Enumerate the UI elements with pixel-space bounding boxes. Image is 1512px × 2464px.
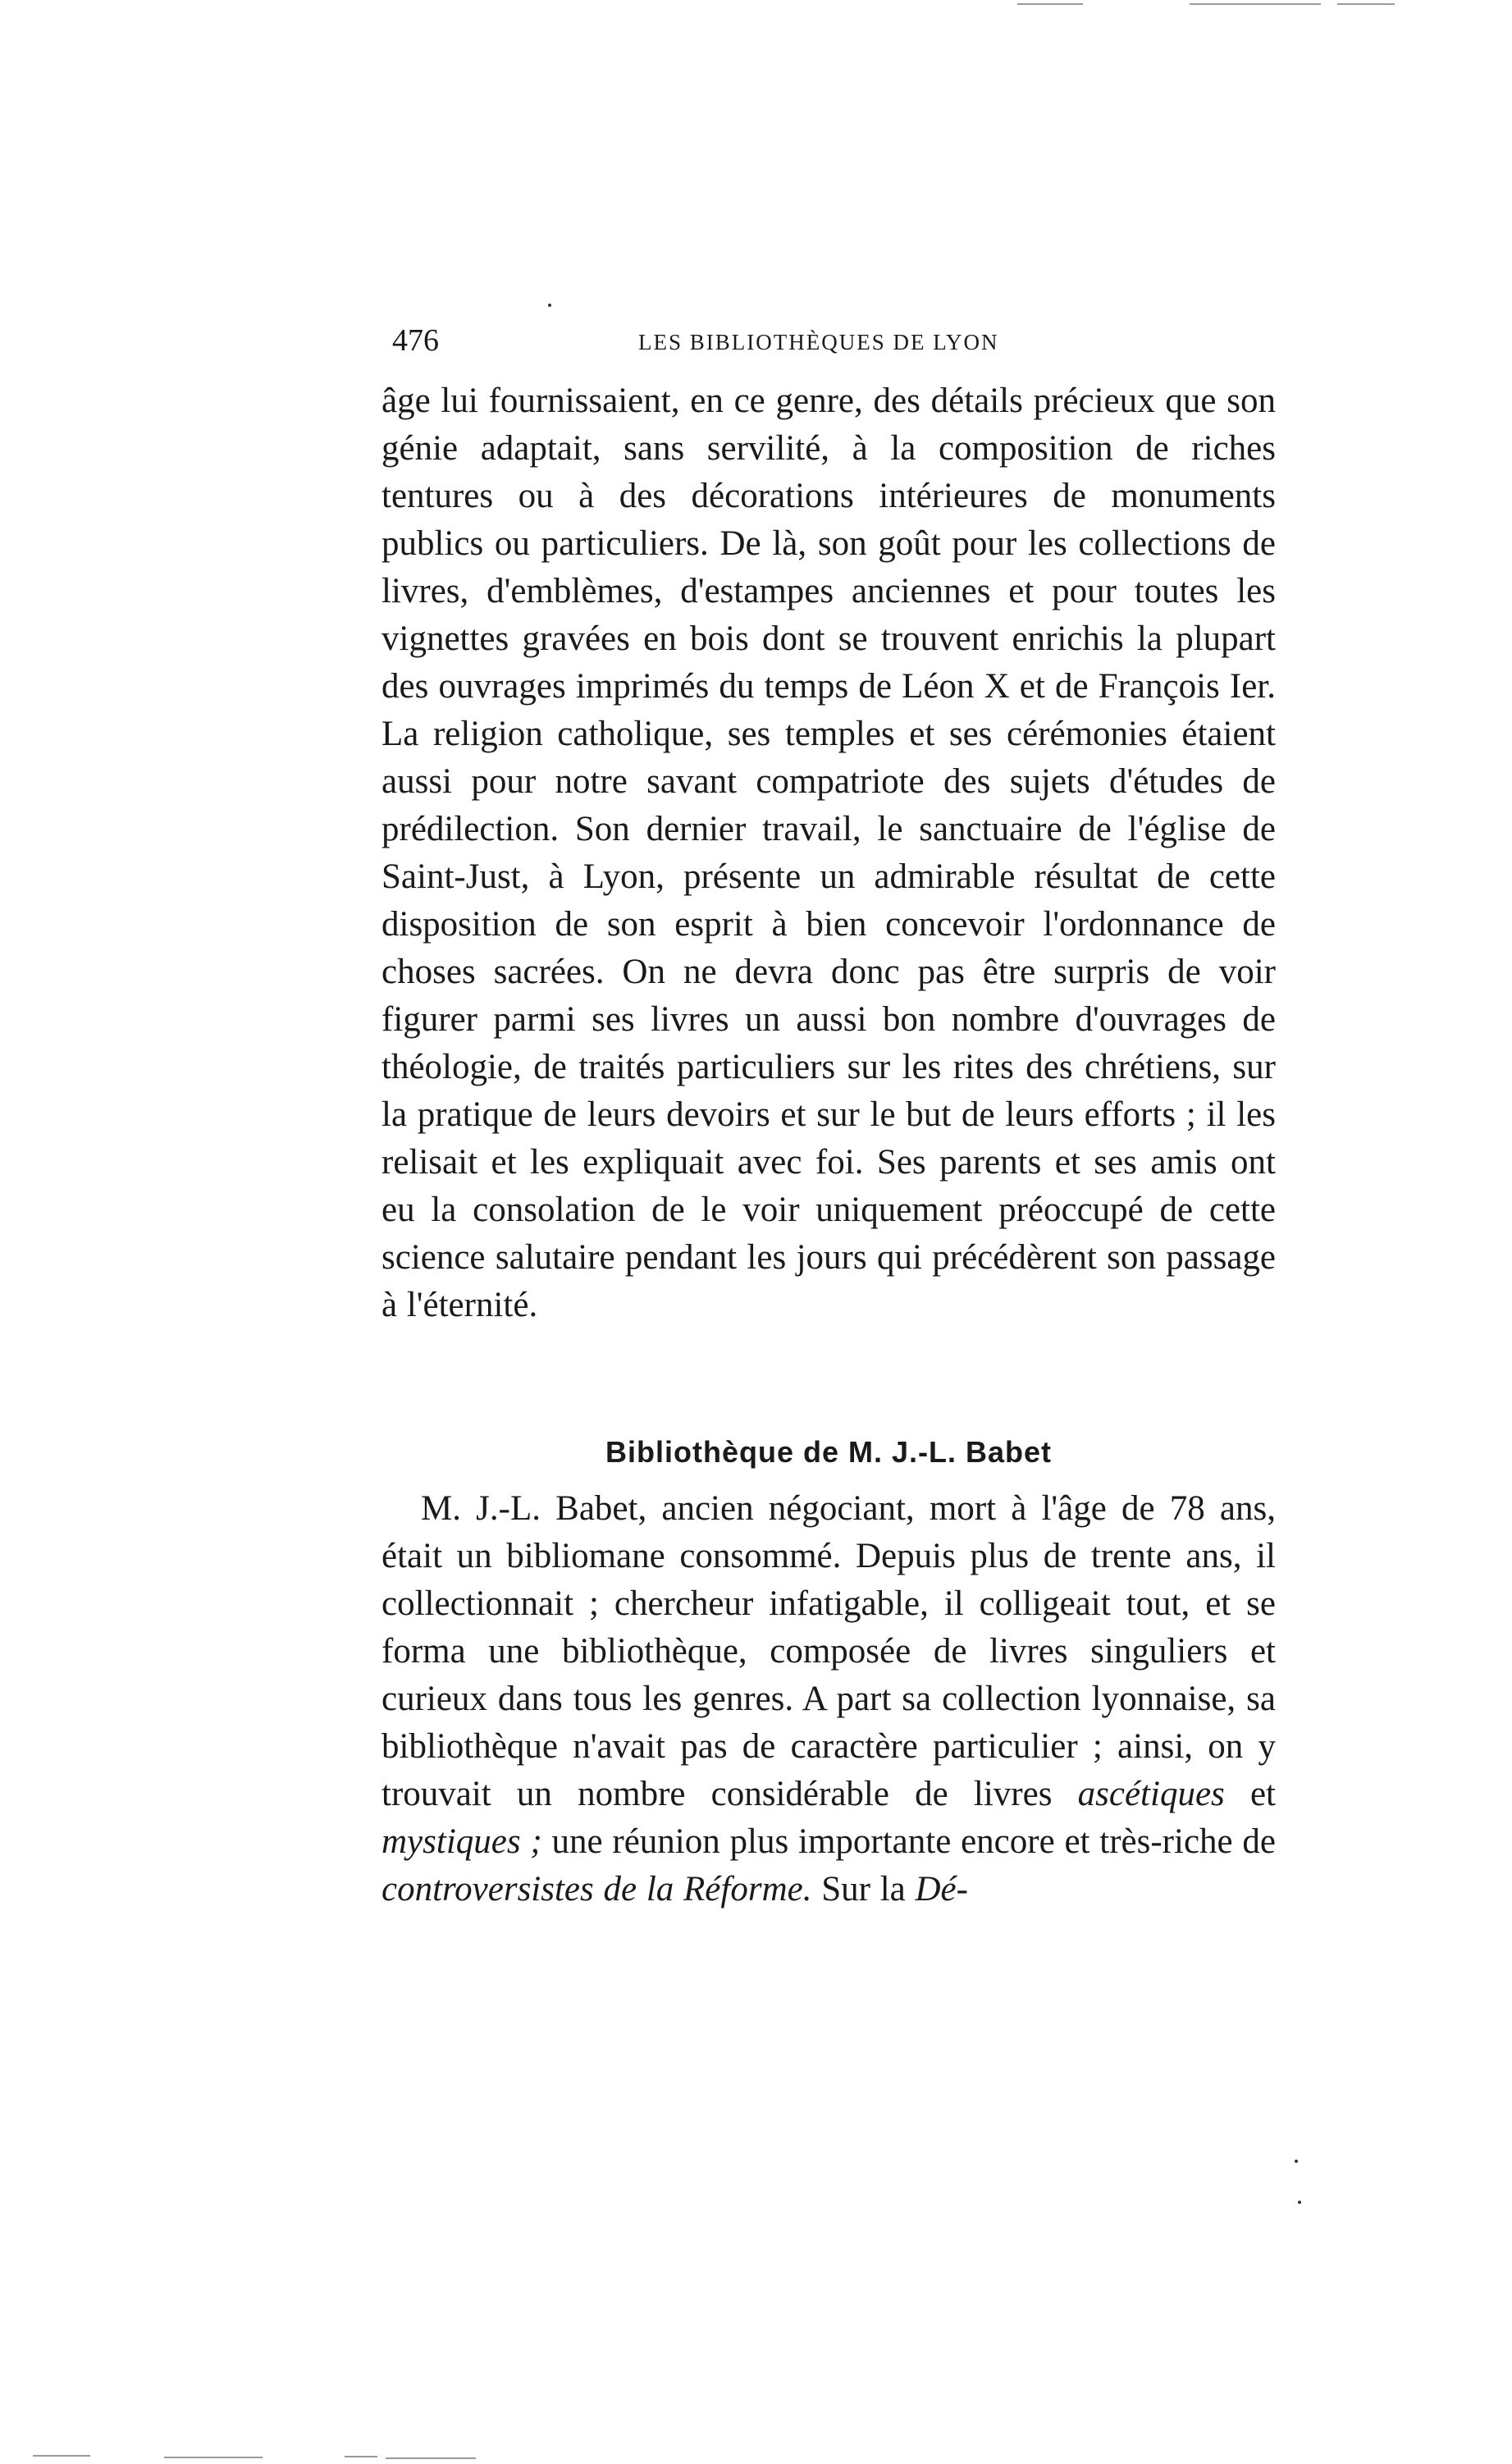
scan-edge-mark-top <box>1337 3 1395 5</box>
running-head <box>392 320 1286 361</box>
paragraph-text: âge lui fournissaient, en ce genre, des détails précieux que son génie adaptait, sans servilité, à la composition de riches tentures ou à des décorations intérieures de monuments publics ou particuliers. De là, son goût pour les collections de livres, d'emblèmes, d'estampes anciennes et pour toutes les vignettes gravées en bois dont se trouvent enrichis la plupart des ouvrages imprimés du temps de Léon X et de François Ier. La religion catholique, ses temples et ses cérémonies étaient aussi pour notre savant compatriote des sujets d'études de prédilection. Son dernier travail, le sanctuaire de l'église de Saint-Just, à Lyon, présente un admirable résultat de cette disposition de son esprit à bien concevoir l'ordonnance de choses sacrées. On ne devra donc pas être surpris de voir figurer parmi ses livres un aussi bon nombre d'ouvrages de théologie, de traités particuliers sur les rites des chrétiens, sur la pratique de leurs devoirs et sur le but de leurs efforts ; il les relisait et les expliquait avec foi. Ses parents et ses amis ont eu la consolation de le voir uniquement préoccupé de cette science salutaire pendant les jours qui précédèrent son passage à l'éternité. <box>381 382 1276 1324</box>
text-run: une réunion plus importante encore et très-riche de <box>541 1822 1276 1861</box>
scan-edge-mark-bottom <box>33 2455 90 2457</box>
scan-edge-mark-top <box>1190 3 1321 5</box>
text-run: Sur la <box>811 1870 916 1909</box>
paragraph-text <box>381 1485 1276 1913</box>
text-run: et <box>1224 1775 1276 1813</box>
scan-edge-mark-bottom <box>386 2457 476 2459</box>
paragraph-continuation <box>381 377 1276 1329</box>
scan-speck <box>548 304 551 307</box>
italic-run: mystiques ; <box>381 1822 542 1861</box>
italic-run: controversistes de la Réforme. <box>381 1870 812 1909</box>
text-run: M. J.-L. Babet, ancien négociant, mort à l'âge de 78 ans, était un bibliomane consommé. Depuis plus de trente ans, il collectionnait ; chercheur infatigable, il colligeait tout, et se forma une bibliothèque, composée de livres singuliers et curieux dans tous les genres. A part sa collection lyonnaise, sa bibliothèque n'avait pas de caractère particulier ; ainsi, on y trouvait un nombre considérable de livres <box>381 1489 1276 1813</box>
section-heading: Bibliothèque de M. J.-L. Babet <box>605 1435 1053 1469</box>
paragraph-babet <box>381 1485 1276 1913</box>
scan-speck <box>1295 2160 1298 2163</box>
scan-edge-mark-top <box>1017 3 1083 5</box>
italic-run: Dé- <box>915 1870 968 1909</box>
scan-speck <box>1298 2201 1301 2204</box>
scan-edge-mark-bottom <box>164 2457 263 2458</box>
scan-edge-mark-bottom <box>345 2456 377 2457</box>
running-title: LES BIBLIOTHÈQUES DE LYON <box>638 330 999 354</box>
italic-run: ascétiques <box>1077 1775 1225 1813</box>
page-number: 476 <box>392 323 439 358</box>
